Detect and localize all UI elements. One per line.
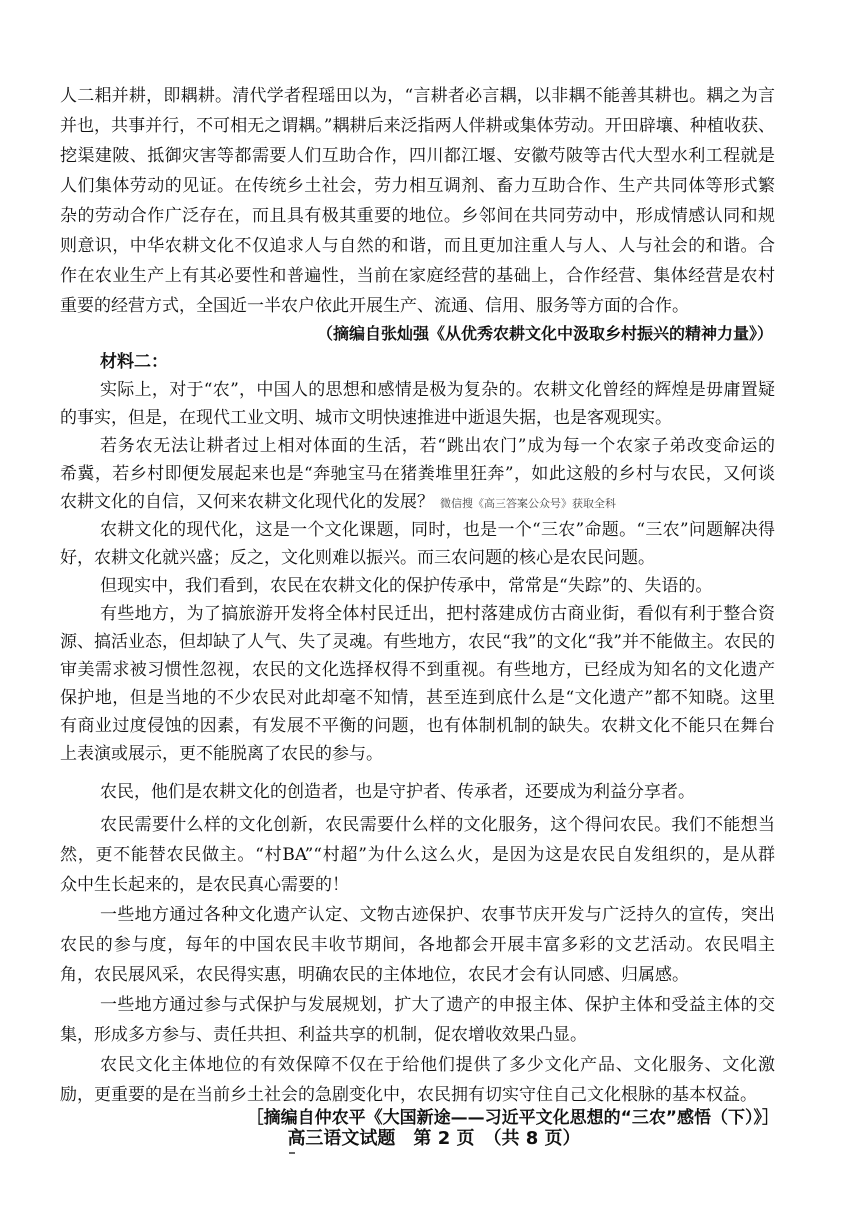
text-line: 农耕文化的现代化，这是一个文化课题，同时，也是一个“三农”命题。“三农”问题解决得 (100, 520, 775, 540)
text-line: 作在农业生产上有其必要性和普遍性，当前在家庭经营的基础上，合作经营、集体经营是农村 (60, 266, 775, 286)
source-citation: （摘编自张灿强《从优秀农耕文化中汲取乡村振兴的精神力量》） (316, 324, 773, 343)
text-line: 但现实中，我们看到，农民在农耕文化的保护传承中，常常是“失踪”的、失语的。 (100, 576, 713, 596)
text-line: 上表演或展示，更不能脱离了农民的参与。 (60, 744, 383, 764)
text-line: 农民需要什么样的文化创新，农民需要什么样的文化服务，这个得问农民。我们不能想当 (100, 815, 775, 835)
text-line: 的事实，但是，在现代工业文明、城市文明快速推进中逝退失据，也是客观现实。 (60, 408, 672, 428)
watermark-note: 微信搜《高三答案公众号》获取全科 (440, 497, 616, 510)
text-line: 人们集体劳动的见证。在传统乡土社会，劳力相互调剂、畜力互助合作、生产共同体等形式繁 (60, 176, 775, 196)
text-line: 集，形成多方参与、责任共担、利益共享的机制，促农增收效果凸显。 (60, 1025, 587, 1045)
text-line: 希冀，若乡村即便发展起来也是“奔驰宝马在猪粪堆里狂奔”，如此这般的乡村与农民，又何谈 (60, 464, 775, 484)
text-line: 实际上，对于“农”，中国人的思想和感情是极为复杂的。农耕文化曾经的辉煌是毋庸置疑 (100, 380, 775, 400)
footer-mark (289, 1152, 295, 1154)
text-span: 农耕文化的自信，又何来农耕文化现代化的发展？ (60, 492, 434, 512)
text-line: 好，农耕文化就兴盛；反之，文化则难以振兴。而三农问题的核心是农民问题。 (60, 548, 655, 568)
text-line: 众中生长起来的，是农民真心需要的！ (60, 875, 349, 895)
text-line: 一些地方通过参与式保护与发展规划，扩大了遗产的申报主体、保护主体和受益主体的交 (100, 995, 775, 1015)
text-line: 农民的参与度，每年的中国农民丰收节期间，各地都会开展丰富多彩的文艺活动。农民唱主 (60, 935, 775, 955)
source-citation: ［摘编自仲农平《大国新途——习近平文化思想的“三农”感悟（下）》］ (246, 1108, 779, 1128)
text-line: 农民，他们是农耕文化的创造者，也是守护者、传承者，还要成为利益分享者。 (100, 782, 695, 802)
text-line: 有些地方，为了搞旅游开发将全体村民迁出，把村落建成仿古商业街，看似有利于整合资 (100, 604, 775, 624)
text-line: 则意识，中华农耕文化不仅追求人与自然的和谐，而且更加注重人与人、人与社会的和谐。合 (60, 236, 775, 256)
text-line (60, 492, 775, 514)
text-line: 角，农民展风采，农民得实惠，明确农民的主体地位，农民才会有认同感、归属感。 (60, 965, 689, 985)
section-heading: 材料二： (100, 352, 168, 372)
text-line: 若务农无法让耕者过上相对体面的生活，若“跳出农门”成为每一个农家子弟改变命运的 (100, 436, 775, 456)
text-line: 励，更重要的是在当前乡土社会的急剧变化中，农民拥有切实守住自己文化根脉的基本权益。 (60, 1085, 757, 1105)
text-line: 重要的经营方式，全国近一半农户依此开展生产、流通、信用、服务等方面的合作。 (60, 296, 689, 316)
text-line: 有商业过度侵蚀的因素，有发展不平衡的问题，也有体制机制的缺失。农耕文化不能只在舞台 (60, 716, 775, 736)
page-footer: 高三语文试题 第 2 页 （共 8 页） (287, 1128, 581, 1149)
text-line: 人二耜并耕，即耦耕。清代学者程瑶田以为，“言耕者必言耦，以非耦不能善其耕也。耦之为言 (60, 86, 775, 106)
text-line: 杂的劳动合作广泛存在，而且具有极其重要的地位。乡邻间在共同劳动中，形成情感认同和规 (60, 206, 775, 226)
text-line: 然，更不能替农民做主。“村BA”“村超”为什么这么火，是因为这是农民自发组织的，是从群 (60, 845, 775, 865)
text-line: 挖渠建陂、抵御灾害等都需要人们互助合作，四川都江堰、安徽芍陂等古代大型水利工程就是 (60, 146, 775, 166)
text-line: 保护地，但是当地的不少农民对此却毫不知情，甚至连到底什么是“文化遗产”都不知晓。这里 (60, 688, 775, 708)
text-line: 并也，共事并行，不可相无之谓耦。”耦耕后来泛指两人伴耕或集体劳动。开田辟壤、种植收获、 (60, 116, 775, 136)
text-line: 农民文化主体地位的有效保障不仅在于给他们提供了多少文化产品、文化服务、文化激 (100, 1055, 775, 1075)
text-line: 源、搞活业态，但却缺了人气、失了灵魂。有些地方，农民“我”的文化“我”并不能做主。农民的 (60, 632, 775, 652)
text-line: 一些地方通过各种文化遗产认定、文物古迹保护、农事节庆开发与广泛持久的宣传，突出 (100, 905, 775, 925)
text-line: 审美需求被习惯性忽视，农民的文化选择权得不到重视。有些地方，已经成为知名的文化遗产 (60, 660, 775, 680)
